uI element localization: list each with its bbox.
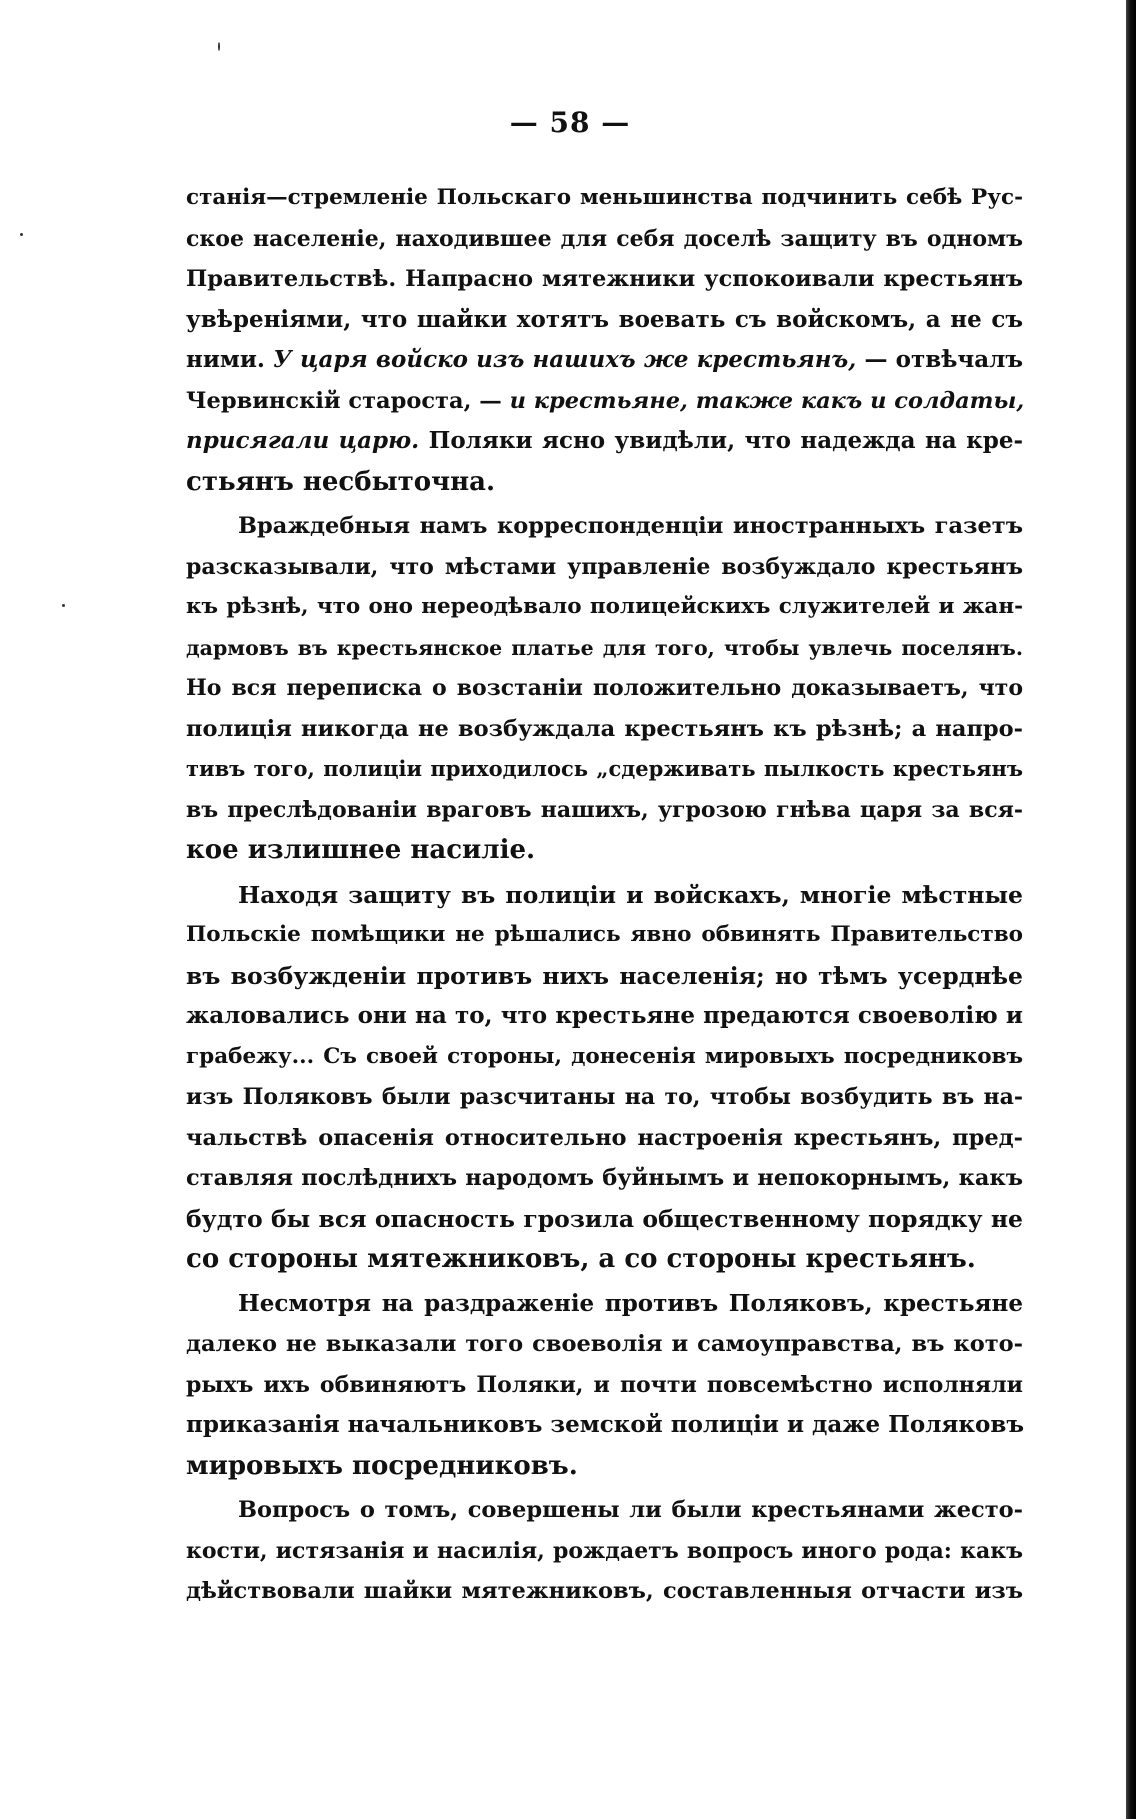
text-line: далеко не выказали того своеволія и самоуправства, въ кото- xyxy=(186,1331,1023,1357)
text-line: будто бы вся опасность грозила общественному порядку не xyxy=(186,1204,1023,1233)
text-line: мировыхъ посредниковъ. xyxy=(186,1450,578,1481)
text-line: Несмотря на раздраженіе противъ Поляковъ, крестьяне xyxy=(238,1289,1023,1317)
scan-speck xyxy=(20,233,23,236)
text-fragment: ними. xyxy=(186,346,274,373)
text-line: чальствѣ опасенія относительно настроенія крестьянъ, пред- xyxy=(186,1124,1023,1151)
text-line: кое излишнее насиліе. xyxy=(186,835,536,865)
text-line: разсказывали, что мѣстами управленіе возбуждало крестьянъ xyxy=(186,553,1023,580)
text-fragment: Червинскій староста, — xyxy=(186,387,502,414)
text-line: ставляя послѣднихъ народомъ буйнымъ и непокорнымъ, какъ xyxy=(186,1165,1023,1191)
paragraph-1 xyxy=(186,178,1023,502)
text-line: кости, истязанія и насилія, рождаетъ вопросъ иного рода: какъ xyxy=(186,1537,1023,1564)
text-line: Но вся переписка о возстаніи положительно доказываетъ, что xyxy=(186,675,1023,701)
text-line: приказанія начальниковъ земской полиціи и даже Поляковъ xyxy=(186,1411,1024,1438)
text-line: тивъ того, полиціи приходилось „сдерживать пылкость крестьянъ xyxy=(186,756,1023,781)
page-number: — 58 — xyxy=(509,106,631,139)
paragraph-5 xyxy=(186,1490,1023,1612)
text-line: жаловались они на то, что крестьяне предаются своеволію и xyxy=(186,1002,1023,1029)
text-line: со стороны мятежниковъ, а со стороны крестьянъ. xyxy=(186,1244,976,1274)
text-line: въ преслѣдованіи враговъ нашихъ, угрозою гнѣва царя за вся- xyxy=(186,796,1023,823)
paragraph-3 xyxy=(186,875,1023,1280)
text-line: Находя защиту въ полиціи и войскахъ, многіе мѣстные xyxy=(238,880,1023,909)
text-line: Правительствѣ. Напрасно мятежники успокоивали крестьянъ xyxy=(186,266,1023,292)
text-line: дармовъ въ крестьянское платье для того, чтобы увлечь поселянъ. xyxy=(186,635,1023,660)
paragraph-4 xyxy=(186,1284,1023,1487)
text-line: рыхъ ихъ обвиняютъ Поляки, и почти повсемѣстно исполняли xyxy=(186,1371,1023,1398)
text-line: въ возбужденіи противъ нихъ населенія; но тѣмъ усерднѣе xyxy=(186,961,1023,990)
scan-speck xyxy=(62,604,65,607)
text-line xyxy=(186,340,1023,381)
text-line: дѣйствовали шайки мятежниковъ, составленныя отчасти изъ xyxy=(186,1578,1023,1604)
text-line: изъ Поляковъ были разсчитаны на то, чтобы возбудить въ на- xyxy=(186,1084,1023,1110)
text-line: Польскіе помѣщики не рѣшались явно обвинять Правительство xyxy=(186,922,1023,947)
body-text xyxy=(186,178,1023,1616)
text-line: Враждебныя намъ корреспонденціи иностранныхъ газетъ xyxy=(238,513,1023,539)
text-line: ское населеніе, находившее для себя доселѣ защиту въ одномъ xyxy=(186,225,1023,252)
page-edge-shadow xyxy=(1126,0,1136,1819)
text-fragment: — отвѣчалъ xyxy=(864,346,1023,373)
text-line: къ рѣзнѣ, что оно нереодѣвало полицейскихъ служителей и жан- xyxy=(186,594,1023,619)
text-line xyxy=(186,381,1023,422)
text-line: Вопросъ о томъ, совершены ли были крестьянами жесто- xyxy=(238,1497,1023,1523)
paragraph-2 xyxy=(186,506,1023,871)
text-line: станія—стремленіе Польскаго меньшинства подчинить себѣ Рус- xyxy=(186,185,1023,210)
text-fragment: Поляки ясно увидѣли, что надежда на кре- xyxy=(419,427,1023,454)
scan-speck xyxy=(218,42,220,51)
text-line: увѣреніями, что шайки хотятъ воевать съ войскомъ, а не съ xyxy=(186,305,1023,333)
text-line xyxy=(186,421,1023,462)
text-line: грабежу... Съ своей стороны, донесенія мировыхъ посредниковъ xyxy=(186,1043,1023,1069)
quote-fragment: присягали царю. xyxy=(186,427,420,454)
text-line: стьянъ несбыточна. xyxy=(186,466,496,497)
text-line: полиція никогда не возбуждала крестьянъ къ рѣзнѣ; а напро- xyxy=(186,715,1023,742)
quote-fragment: У царя войско изъ нашихъ же крестьянъ, xyxy=(273,346,857,373)
quote-fragment: и крестьяне, также какъ и солдаты, xyxy=(509,387,1025,414)
